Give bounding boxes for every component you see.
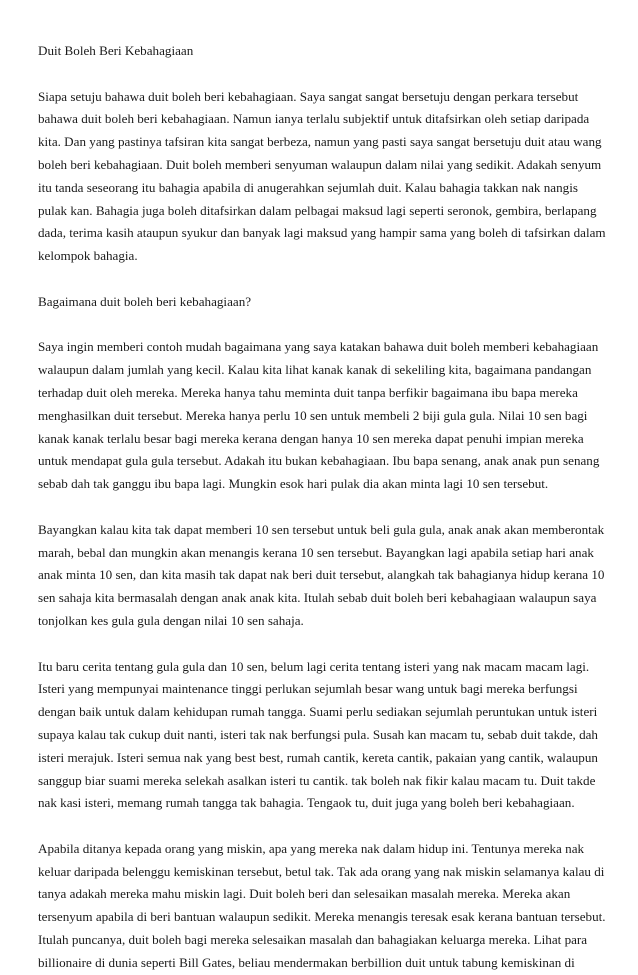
paragraph-gap <box>38 496 602 519</box>
text-line: Siapa setuju bahawa duit boleh beri kebahagiaan. Saya sangat sangat bersetuju dengan perkara tersebut <box>38 88 579 104</box>
text-line: supaya kalau tak cukup duit nanti, isteri tak nak berfungsi pula. Susah kan macam tu, sebab duit takde, dah <box>38 726 598 742</box>
text-line: Saya ingin memberi contoh mudah bagaimana yang saya katakan bahawa duit boleh memberi kebahagiaan <box>38 339 599 355</box>
paragraph-gap <box>38 314 602 337</box>
text-line: boleh beri kebahagiaan. Duit boleh memberi senyuman walaupun dalam nilai yang sedikit. Adakah senyum <box>38 156 602 172</box>
text-line: isteri merajuk. Isteri semua nak yang best best, rumah cantik, kereta cantik, pakaian yang cantik, walaupun <box>38 749 598 765</box>
paragraph-gap <box>38 63 602 86</box>
text-line: tonjolkan kes gula gula dengan nilai 10 sen sahaja. <box>38 612 304 628</box>
text-line: Bagaimana duit boleh beri kebahagiaan? <box>38 293 252 309</box>
text-line: bahawa duit boleh beri kebahagiaan. Namun ianya terlalu subjektif untuk ditafsirkan oleh setiap daripada <box>38 111 590 127</box>
text-line: nak kasi isteri, memang rumah tangga tak bahagia. Tengaok tu, duit juga yang boleh beri kebahagiaan. <box>38 795 575 811</box>
paragraph <box>38 86 606 268</box>
text-line: menghasilkan duit tersebut. Mereka hanya perlu 10 sen untuk membeli 2 biji gula gula. Nilai 10 sen bagi <box>38 407 588 423</box>
paragraph <box>38 336 602 496</box>
paragraph-gap <box>38 268 602 291</box>
text-line: tanya adakah mereka mahu miskin lagi. Duit boleh beri dan selesaikan masalah mereka. Mereka akan <box>38 886 571 902</box>
text-line: dengan baik untuk dalam kehidupan rumah tangga. Suami perlu sediakan sejumlah peruntukan untuk isteri <box>38 704 598 720</box>
text-line: marah, bebal dan mungkin akan menangis kerana 10 sen tersebut. Bayangkan lagi apabila setiap hari anak <box>38 544 594 560</box>
paragraph <box>38 656 602 816</box>
text-line: tersenyum apabila di beri bantuan walaupun sedikit. Mereka menangis teresak esak kerana bantuan tersebut. <box>38 909 606 925</box>
document-body <box>38 40 606 975</box>
paragraph <box>38 838 606 975</box>
text-line: sanggup biar suami mereka selekah asalkan isteri tu cantik. tak boleh nak fikir kalau macam tu. Duit takde <box>38 772 596 788</box>
text-line: kita. Dan yang pastinya tafsiran kita sangat berbeza, namun yang pasti saya sangat bersetuju duit atau wang <box>38 134 602 150</box>
text-line: Apabila ditanya kepada orang yang miskin, apa yang mereka nak dalam hidup ini. Tentunya mereka nak <box>38 840 585 856</box>
text-line: itu tanda seseorang itu bahagia apabila di anugerahkan sejumlah duit. Kalau bahagia takkan nak nangis <box>38 179 578 195</box>
text-line: walaupun dalam jumlah yang kecil. Kalau kita lihat kanak kanak di sekeliling kita, bagaimana pandangan <box>38 362 592 378</box>
text-line: terhadap duit oleh mereka. Mereka hanya tahu meminta duit tanpa berfikir bagaimana ibu bapa mereka <box>38 384 578 400</box>
text-line: billionaire di dunia seperti Bill Gates, beliau mendermakan berbillion duit untuk tabung kemiskinan di <box>38 954 575 970</box>
paragraph-gap <box>38 633 602 656</box>
paragraph <box>38 291 602 314</box>
text-line: anak minta 10 sen, dan kita masih tak dapat nak beri duit tersebut, alangkah tak bahagianya hidup kerana 10 <box>38 567 605 583</box>
text-line: kanak kanak terlalu besar bagi mereka kerana dengan hanya 10 sen mereka dapat penuhi impian mereka <box>38 430 584 446</box>
paragraph <box>38 519 605 633</box>
text-line: Bayangkan kalau kita tak dapat memberi 10 sen tersebut untuk beli gula gula, anak anak akan memberontak <box>38 521 605 537</box>
text-line: kelompok bahagia. <box>38 248 138 264</box>
text-line: keluar daripada belenggu kemiskinan tersebut, betul tak. Tak ada orang yang nak miskin selamanya kalau di <box>38 863 605 879</box>
text-line: untuk mendapat gula gula tersebut. Adakah itu bukan kebahagiaan. Ibu bapa senang, anak anak pun senang <box>38 453 600 469</box>
paragraph-gap <box>38 815 602 838</box>
text-line: pulak kan. Bahagia juga boleh ditafsirkan dalam pelbagai maksud lagi seperti seronok, gembira, berlapang <box>38 202 597 218</box>
document-title: Duit Boleh Beri Kebahagiaan <box>38 43 194 58</box>
text-line: Itu baru cerita tentang gula gula dan 10 sen, belum lagi cerita tentang isteri yang nak macam macam lagi. <box>38 658 590 674</box>
text-line: sen sahaja kita bermasalah dengan anak anak kita. Itulah sebab duit boleh beri kebahagiaan walaupun saya <box>38 590 597 606</box>
text-line: Itulah puncanya, duit boleh bagi mereka selesaikan masalah dan bahagiakan keluarga mereka. Lihat para <box>38 932 588 948</box>
text-line: Isteri yang mempunyai maintenance tinggi perlukan sejumlah besar wang untuk bagi mereka berfungsi <box>38 681 578 697</box>
text-line: sebab dah tak ganggu ibu bapa lagi. Mungkin esok hari pulak dia akan minta lagi 10 sen tersebut. <box>38 476 549 492</box>
text-line: dada, terima kasih ataupun syukur dan banyak lagi maksud yang hampir sama yang boleh di tafsirkan dalam <box>38 225 606 241</box>
